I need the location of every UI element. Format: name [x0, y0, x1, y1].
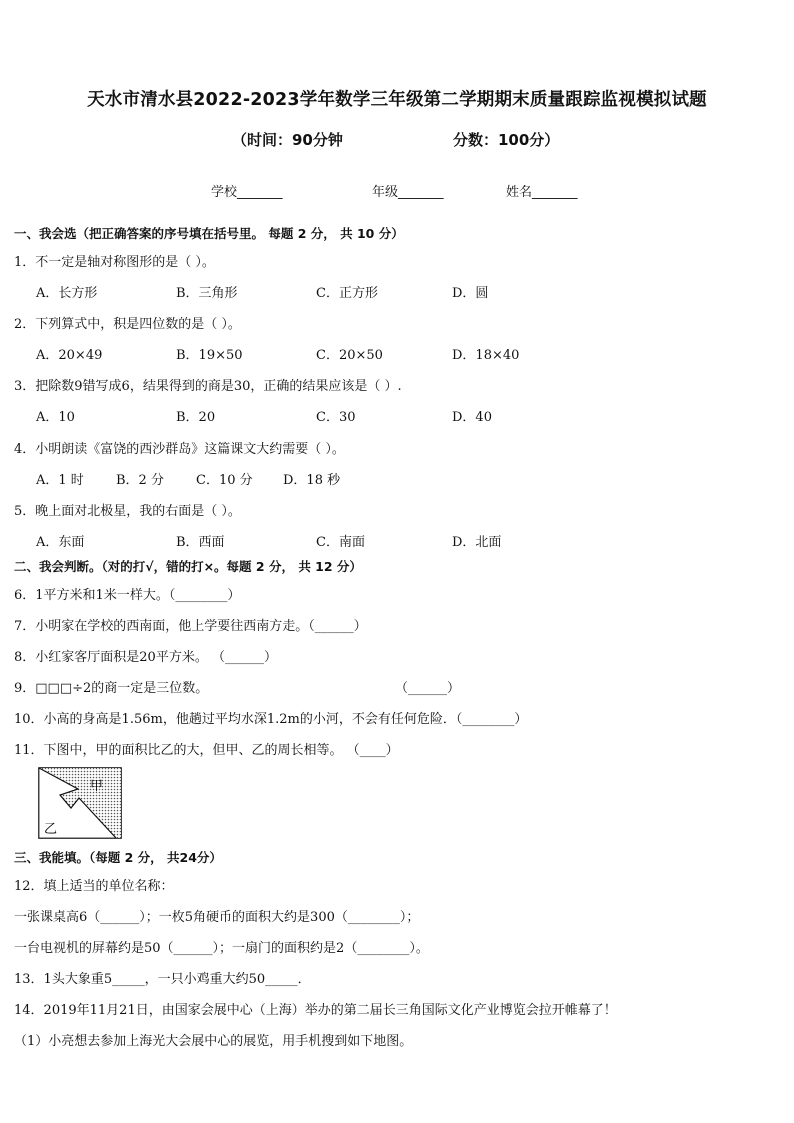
option-c: C．20×50	[316, 348, 383, 363]
question-stem: 8．小红家客厅面积是20平方米。 （______）	[14, 650, 277, 665]
name-field: 姓名_______	[506, 185, 578, 200]
option-d: D．圆	[452, 286, 489, 301]
option-b: B．西面	[176, 535, 225, 550]
question-stem: 9．□□□÷2的商一定是三位数。	[14, 681, 209, 696]
section3-heading: 三、我能填。（每题 2 分， 共24分）	[14, 850, 222, 865]
label-jia: 甲	[90, 779, 104, 794]
exam-time: （时间：90分钟	[232, 131, 343, 149]
option-b: B．19×50	[176, 348, 243, 363]
label-yi: 乙	[44, 822, 58, 837]
option-a: A．10	[36, 410, 75, 425]
question-stem: 10．小高的身高是1.56m，他趟过平均水深1.2m的小河，不会有任何危险．（________）	[14, 712, 528, 727]
question-line: （1）小亮想去参加上海光大会展中心的展览，用手机搜到如下地图。	[14, 1034, 413, 1049]
option-d: D．北面	[452, 535, 502, 550]
section2-heading: 二、我会判断。（对的打√，错的打×。每题 2 分， 共 12 分）	[14, 559, 362, 574]
answer-blank: （______）	[395, 681, 461, 696]
option-c: C．正方形	[316, 286, 378, 301]
exam-score: 分数：100分）	[453, 131, 560, 149]
option-d: D．18 秒	[283, 473, 341, 488]
question-stem: 7．小明家在学校的西南面，他上学要往西南方走。（______）	[14, 619, 367, 634]
school-field: 学校_______	[211, 185, 283, 200]
question-line: 一张课桌高6（______）；一枚5角硬币的面积大约是300（________）；	[14, 910, 420, 925]
option-d: D．40	[452, 410, 492, 425]
question-line: 一台电视机的屏幕约是50（______）；一扇门的面积约是2（________）。	[14, 941, 429, 956]
grade-field: 年级_______	[372, 185, 444, 200]
question-stem: 6．1平方米和1米一样大。（________）	[14, 588, 241, 603]
question-stem: 4．小明朗读《富饶的西沙群岛》这篇课文大约需要（ ）。	[14, 442, 345, 457]
question-stem: 5．晚上面对北极星，我的右面是（ ）。	[14, 504, 241, 519]
option-c: C．10 分	[196, 473, 253, 488]
question-stem: 14．2019年11月21日，由国家会展中心（上海）举办的第二届长三角国际文化产业博览会拉开帷幕了！	[14, 1003, 617, 1018]
option-b: B．三角形	[176, 286, 238, 301]
option-a: A．东面	[36, 535, 85, 550]
question-stem: 2．下列算式中，积是四位数的是（ ）。	[14, 317, 241, 332]
question-stem: 1．不一定是轴对称图形的是（ ）。	[14, 255, 215, 270]
question-stem: 12．填上适当的单位名称：	[14, 879, 174, 894]
section1-heading: 一、我会选（把正确答案的序号填在括号里。 每题 2 分， 共 10 分）	[14, 226, 404, 241]
option-b: B．20	[176, 410, 216, 425]
option-c: C．南面	[316, 535, 365, 550]
option-b: B．2 分	[116, 473, 164, 488]
shape-figure	[38, 767, 122, 839]
option-a: A．20×49	[36, 348, 103, 363]
question-stem: 3．把除数9错写成6，结果得到的商是30，正确的结果应该是（ ）.	[14, 379, 402, 394]
option-c: C．30	[316, 410, 356, 425]
page-title: 天水市清水县2022-2023学年数学三年级第二学期期末质量跟踪监视模拟试题	[87, 90, 707, 110]
question-stem: 11．下图中，甲的面积比乙的大，但甲、乙的周长相等。 （____）	[14, 743, 399, 758]
option-d: D．18×40	[452, 348, 520, 363]
option-a: A．1 时	[36, 473, 84, 488]
option-a: A．长方形	[36, 286, 98, 301]
question-stem: 13．1头大象重5_____，一只小鸡重大约50_____．	[14, 972, 311, 987]
